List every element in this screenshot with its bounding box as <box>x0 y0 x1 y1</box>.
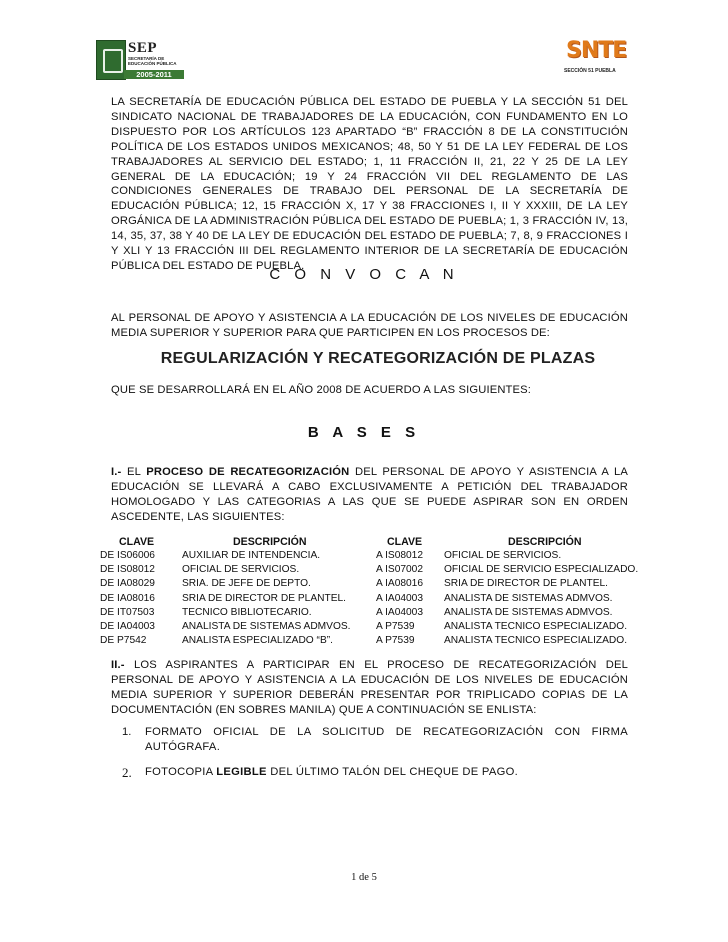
table-cell-desc-from: TECNICO BIBLIOTECARIO. <box>182 606 312 618</box>
list-item-post: DEL ÚLTIMO TALÓN DEL CHEQUE DE PAGO. <box>266 766 519 778</box>
table-cell-clave-to: A P7539 <box>376 621 415 632</box>
table-cell-clave-to: A IS08012 <box>376 550 424 561</box>
sep-logo <box>96 40 184 80</box>
table-cell-clave-from: DE IS06006 <box>100 550 155 561</box>
table-header-desc-from: DESCRIPCIÓN <box>233 536 307 548</box>
table-cell-desc-to: SRIA DE DIRECTOR DE PLANTEL. <box>444 578 608 590</box>
table-cell-clave-to: A IS07002 <box>376 564 424 576</box>
table-cell-desc-to: ANALISTA TECNICO ESPECIALIZADO. <box>444 621 628 632</box>
sep-logo-line1: SECRETARÍA DE <box>128 56 165 61</box>
table-cell-desc-from: SRIA. DE JEFE DE DEPTO. <box>182 578 311 590</box>
list-item-text: FORMATO OFICIAL DE LA SOLICITUD DE RECATEGORIZACIÓN CON FIRMA AUTÓGRAFA. <box>145 726 628 753</box>
sep-emblem-icon <box>96 40 126 80</box>
intro-paragraph: LA SECRETARÍA DE EDUCACIÓN PÚBLICA DEL ESTADO DE PUEBLA Y LA SECCIÓN 51 DEL SINDICATO NACIONAL DE TRABAJADORES DE LA EDUCACIÓN, CON FUNDAMENTO EN LO DISPUESTO POR LOS ARTÍCULOS 123 APARTADO “B” FRACCIÓN 8 DE LA CONSTITUCIÓN POLÍTICA DE LOS ESTADOS UNIDOS MEXICANOS; 48, 50 Y 51 DE LA LEY FEDERAL DE LOS TRABAJADORES AL SERVICIO DEL ESTADO; 1, 11 FRACCIÓN II, 21, 22 Y 25 DE LA LEY GENERAL DE LA EDUCACIÓN; 19 Y 24 FRACCIÓN VII DEL REGLAMENTO DE LAS CONDICIONES GENERALES DE TRABAJO DEL PERSONAL DE LA SECRETARÍA DE EDUCACIÓN PÚBLICA; 12, 15 FRACCIÓN X, 17 Y 38 FRACCIONES I, II Y XXXIII, DE LA LEY ORGÁNICA DE LA ADMINISTRACIÓN PÚBLICA DEL ESTADO DE PUEBLA; 1, 3 FRACCIÓN IV, 13, 14, 35, 37, 38 Y 40 DE LA LEY DE EDUCACIÓN DEL ESTADO DE PUEBLA; 7, 8, 9 FRACCIONES I Y XLI Y 13 FRACCIÓN III DEL REGLAMENTO INTERIOR DE LA SECRETARÍA DE EDUCACIÓN PÚBLICA DEL ESTADO DE PUEBLA. <box>111 96 628 272</box>
snte-logo-name: SNTE <box>566 38 627 63</box>
section-2-label: II.- <box>111 659 125 671</box>
section-1-rest: DEL PERSONAL DE APOYO Y ASISTENCIA A LA EDUCACIÓN SE LLEVARÁ A CABO EXCLUSIVAMENTE A PETICIÓN DEL TRABAJADOR HOMOLOGADO Y LAS CATEGORIAS A LAS QUE SE PUEDE ASPIRAR SON EN ORDEN ASCEDENTE, LAS SIGUIENTES: <box>111 466 628 523</box>
table-cell-desc-from: OFICIAL DE SERVICIOS. <box>182 564 300 576</box>
section-1-pre: EL <box>121 466 147 478</box>
convocan-title: C O N V O C A N <box>269 266 459 283</box>
table-cell-clave-from: DE IA08016 <box>100 592 155 604</box>
section-1-label: I.- <box>111 466 122 478</box>
list-item-bold: LEGIBLE <box>216 766 267 778</box>
table-cell-desc-to: ANALISTA DE SISTEMAS ADMVOS. <box>444 592 613 604</box>
list-item-number: 2. <box>122 765 132 780</box>
table-cell-clave-to: A P7539 <box>376 635 415 647</box>
table-cell-clave-from: DE IS08012 <box>100 564 155 576</box>
table-cell-desc-from: AUXILIAR DE INTENDENCIA. <box>182 550 321 561</box>
section-1-bold: PROCESO DE RECATEGORIZACIÓN <box>146 466 350 478</box>
sep-logo-years: 2005-2011 <box>124 70 184 79</box>
table-header-clave-from: CLAVE <box>119 536 155 548</box>
table-cell-clave-from: DE P7542 <box>100 635 147 647</box>
table-cell-desc-from: ANALISTA ESPECIALIZADO “B”. <box>182 635 333 647</box>
list-item-pre: FOTOCOPIA <box>145 766 217 778</box>
table-cell-clave-from: DE IA08029 <box>100 578 155 590</box>
schedule-paragraph: QUE SE DESARROLLARÁ EN EL AÑO 2008 DE ACUERDO A LAS SIGUIENTES: <box>111 384 532 396</box>
sep-logo-name: SEP <box>128 40 158 56</box>
table-header-clave-to: CLAVE <box>387 536 423 548</box>
list-item-number: 1. <box>122 726 132 738</box>
table-cell-clave-from: DE IA04003 <box>100 621 155 632</box>
table-cell-clave-to: A IA08016 <box>376 578 424 590</box>
section-1-paragraph <box>111 465 628 525</box>
table-cell-clave-from: DE IT07503 <box>100 606 155 618</box>
table-cell-clave-to: A IA04003 <box>376 606 424 618</box>
list-item-text <box>145 765 628 780</box>
table-cell-desc-from: ANALISTA DE SISTEMAS ADMVOS. <box>182 621 351 632</box>
audience-paragraph: AL PERSONAL DE APOYO Y ASISTENCIA A LA EDUCACIÓN DE LOS NIVELES DE EDUCACIÓN MEDIA SUPERIOR Y SUPERIOR PARA QUE PARTICIPEN EN LOS PROCESOS DE: <box>111 312 628 339</box>
table-cell-desc-to: OFICIAL DE SERVICIO ESPECIALIZADO. <box>444 564 639 576</box>
page-number: 1 de 5 <box>351 872 377 883</box>
section-2-text: LOS ASPIRANTES A PARTICIPAR EN EL PROCESO DE RECATEGORIZACIÓN DEL PERSONAL DE APOYO Y ASISTENCIA A LA EDUCACIÓN DE LOS NIVELES DE EDUCACIÓN MEDIA SUPERIOR Y SUPERIOR DEBERÁN PRESENTAR POR TRIPLICADO COPIAS DE LA DOCUMENTACIÓN (EN SOBRES MANILA) QUE A CONTINUACIÓN SE ENLISTA: <box>111 659 628 716</box>
snte-logo <box>564 38 628 82</box>
bases-title: B A S E S <box>307 424 421 441</box>
table-cell-clave-to: A IA04003 <box>376 592 424 604</box>
table-cell-desc-to: OFICIAL DE SERVICIOS. <box>444 550 562 561</box>
section-2-paragraph <box>111 658 628 718</box>
snte-logo-section: SECCIÓN 51 PUEBLA <box>564 68 616 74</box>
table-cell-desc-to: ANALISTA DE SISTEMAS ADMVOS. <box>444 606 613 618</box>
process-title: REGULARIZACIÓN Y RECATEGORIZACIÓN DE PLAZAS <box>160 350 596 367</box>
table-cell-desc-from: SRIA DE DIRECTOR DE PLANTEL. <box>182 592 346 604</box>
table-cell-desc-to: ANALISTA TECNICO ESPECIALIZADO. <box>444 635 628 647</box>
sep-logo-line2: EDUCACIÓN PÚBLICA <box>128 61 177 66</box>
table-header-desc-to: DESCRIPCIÓN <box>508 536 582 548</box>
